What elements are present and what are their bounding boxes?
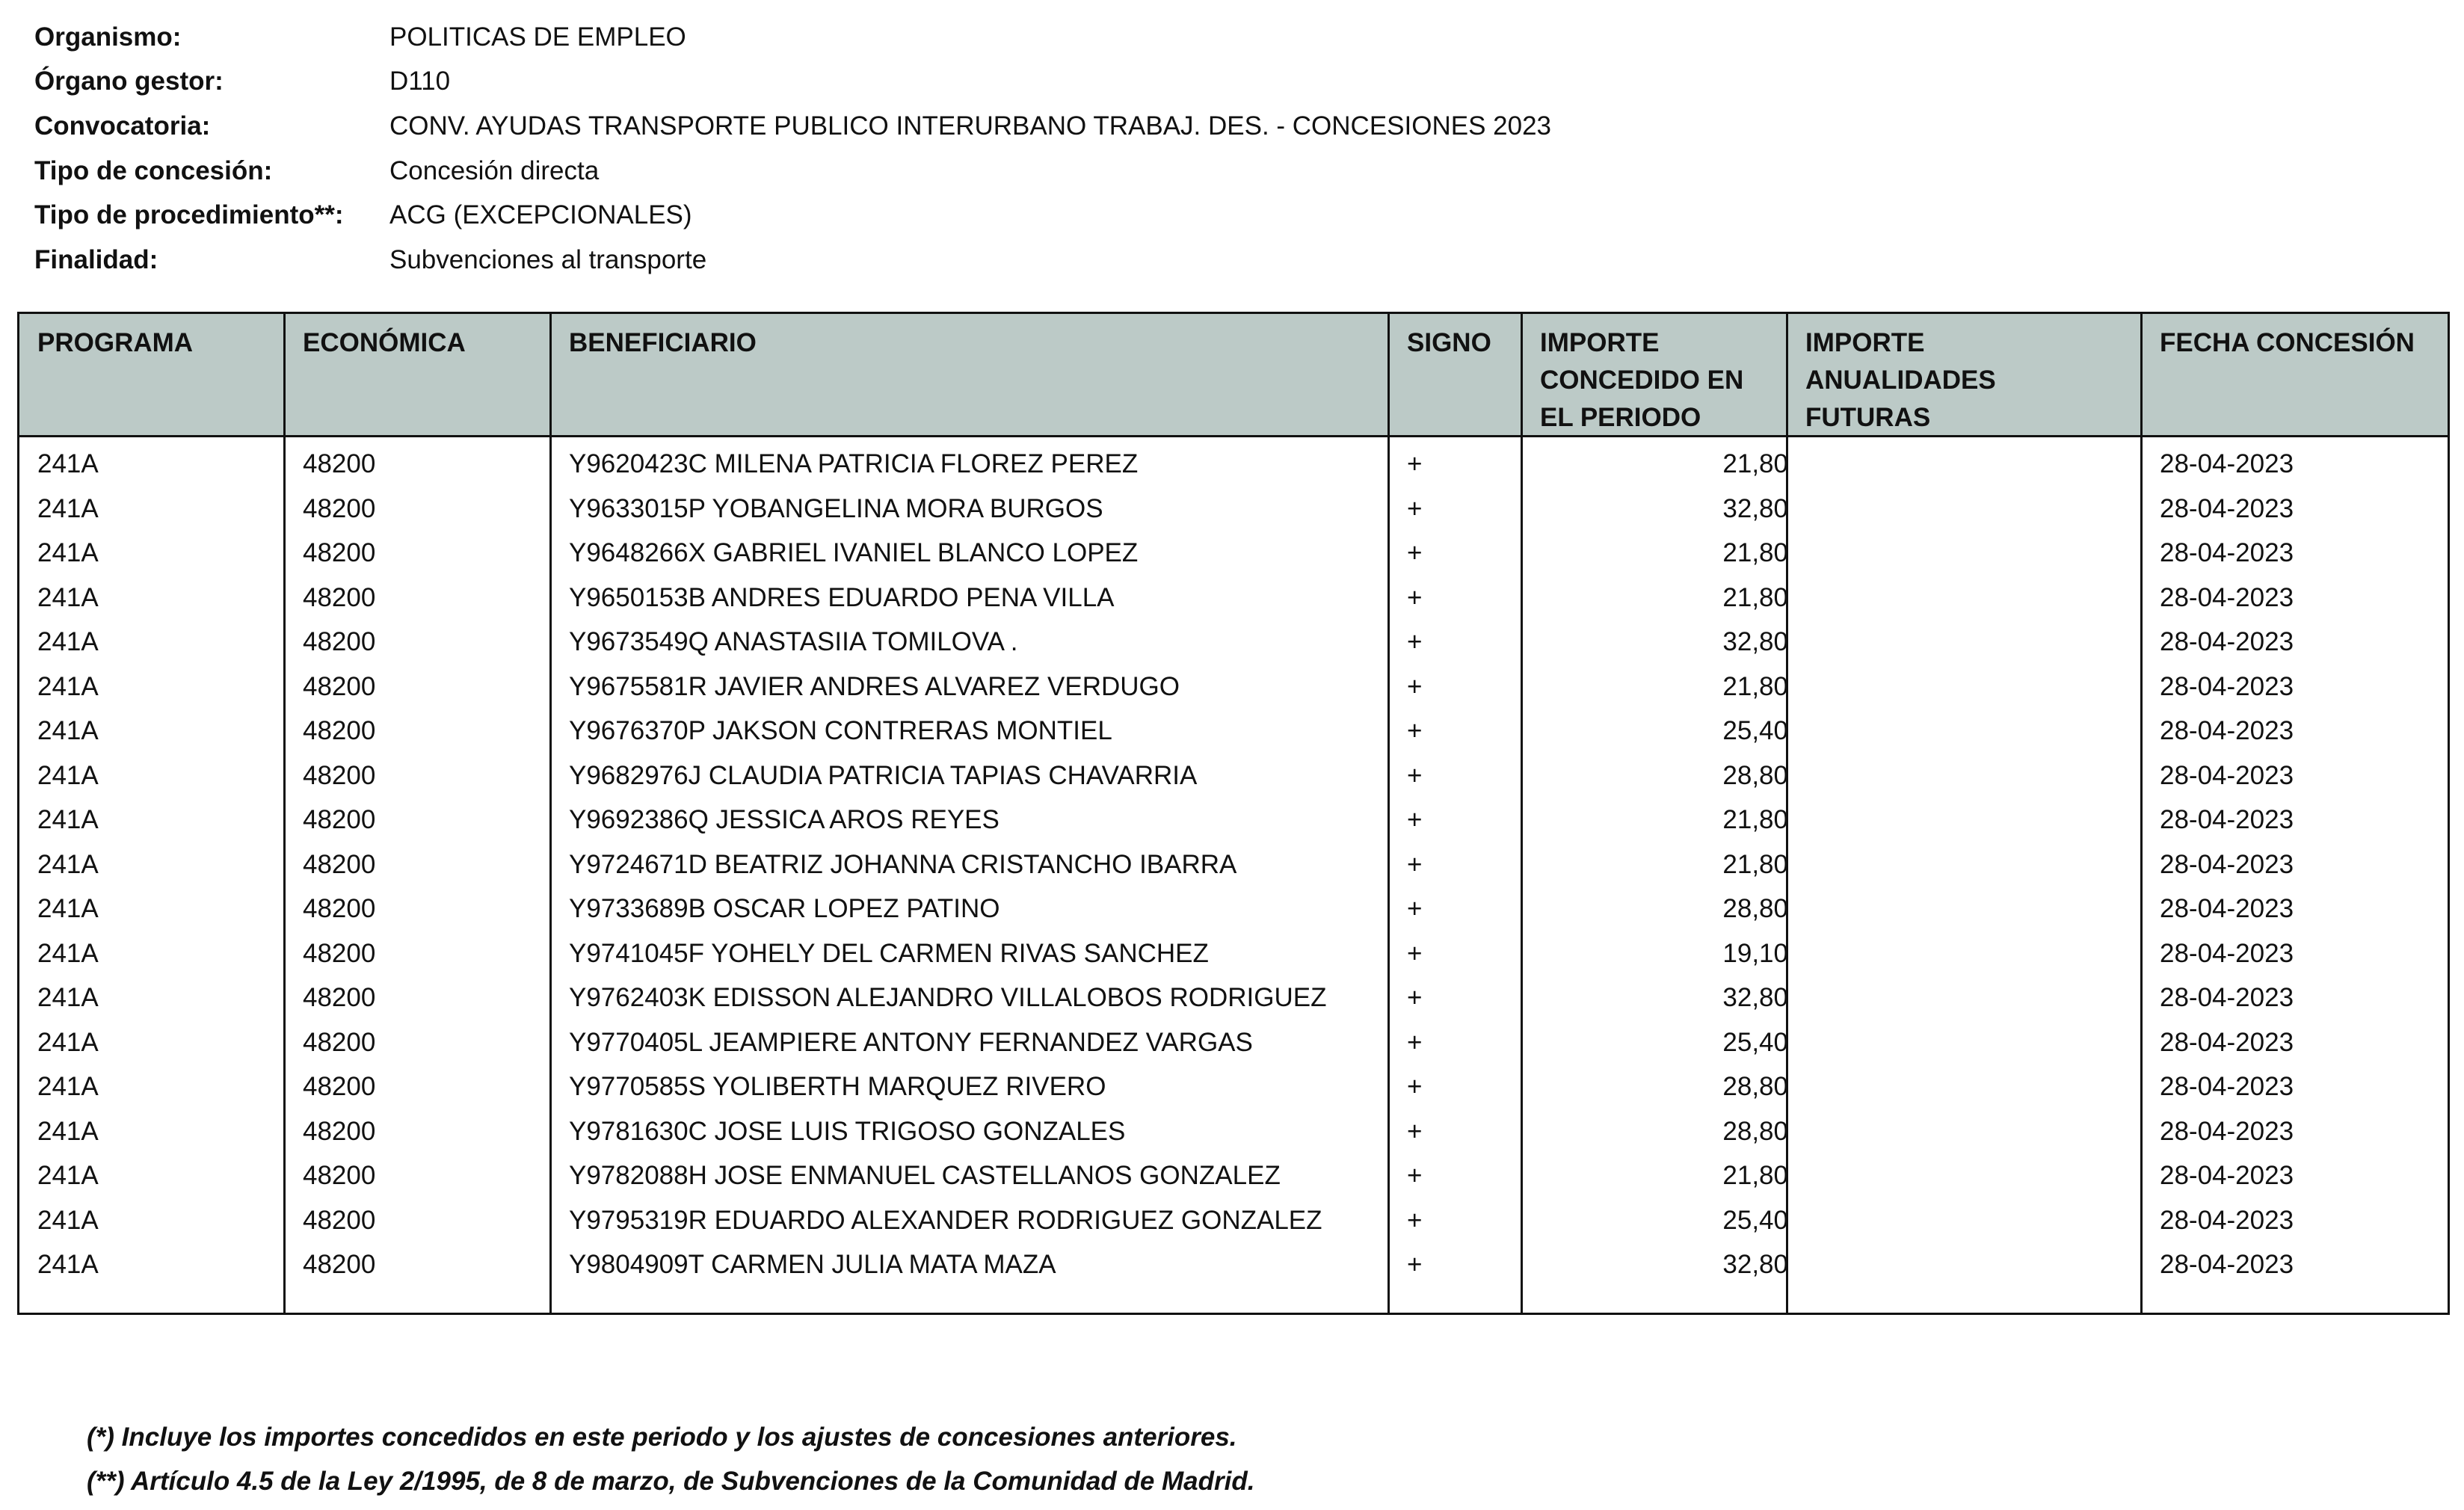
cell-economica: 48200	[303, 493, 376, 523]
header-line: SIGNO	[1407, 328, 1491, 357]
cell-signo: +	[1407, 1250, 1423, 1279]
cell-beneficiario: Y9770585S YOLIBERTH MARQUEZ RIVERO	[569, 1072, 1106, 1101]
cell-beneficiario: Y9724671D BEATRIZ JOHANNA CRISTANCHO IBARRA	[569, 849, 1237, 879]
cell-importe: 21,80	[1722, 449, 1788, 478]
cell-programa: 241A	[37, 1072, 99, 1101]
meta-value: D110	[389, 67, 451, 96]
meta-label: Convocatoria:	[34, 111, 211, 141]
cell-importe: 21,80	[1722, 805, 1788, 834]
cell-signo: +	[1407, 938, 1423, 968]
cell-programa: 241A	[37, 1027, 99, 1057]
table-row	[19, 887, 2448, 931]
meta-row-finalidad	[34, 238, 1551, 283]
cell-programa: 241A	[37, 983, 99, 1012]
meta-value: CONV. AYUDAS TRANSPORTE PUBLICO INTERURBANO TRABAJ. DES. - CONCESIONES 2023	[389, 111, 1552, 141]
cell-anualidades	[1799, 842, 2132, 887]
cell-economica: 48200	[303, 627, 376, 656]
cell-programa: 241A	[37, 1161, 99, 1190]
cell-importe: 28,80	[1722, 894, 1788, 923]
header-line: IMPORTE	[1805, 328, 1925, 357]
cell-fecha: 28-04-2023	[2160, 849, 2294, 879]
table-row	[19, 487, 2448, 531]
cell-programa: 241A	[37, 894, 99, 923]
cell-economica: 48200	[303, 716, 376, 745]
meta-label: Tipo de concesión:	[34, 155, 273, 185]
footnote: (*) Incluye los importes concedidos en este periodo y los ajustes de concesiones anteriores.	[87, 1423, 1237, 1452]
cell-signo: +	[1407, 538, 1423, 567]
cell-anualidades	[1799, 531, 2132, 576]
footnote: (**) Artículo 4.5 de la Ley 2/1995, de 8 de marzo, de Subvenciones de la Comunidad de Madrid.	[87, 1467, 1255, 1496]
cell-anualidades	[1799, 798, 2132, 842]
table-row	[19, 931, 2448, 976]
table-header	[19, 314, 2448, 437]
cell-beneficiario: Y9633015P YOBANGELINA MORA BURGOS	[569, 493, 1103, 523]
cell-signo: +	[1407, 716, 1423, 745]
table-row	[19, 1064, 2448, 1109]
cell-fecha: 28-04-2023	[2160, 1072, 2294, 1101]
meta-value: ACG (EXCEPCIONALES)	[389, 200, 692, 230]
table-row	[19, 1242, 2448, 1287]
cell-economica: 48200	[303, 849, 376, 879]
cell-signo: +	[1407, 1027, 1423, 1057]
cell-signo: +	[1407, 627, 1423, 656]
cell-anualidades	[1799, 1109, 2132, 1154]
header-line: IMPORTE	[1540, 328, 1660, 357]
cell-importe: 25,40	[1722, 1027, 1788, 1057]
cell-fecha: 28-04-2023	[2160, 582, 2294, 612]
table-row	[19, 798, 2448, 842]
cell-anualidades	[1799, 754, 2132, 798]
cell-beneficiario: Y9770405L JEAMPIERE ANTONY FERNANDEZ VARGAS	[569, 1027, 1253, 1057]
cell-signo: +	[1407, 1161, 1423, 1190]
cell-beneficiario: Y9620423C MILENA PATRICIA FLOREZ PEREZ	[569, 449, 1139, 478]
meta-row-organo-gestor	[34, 60, 1551, 105]
cell-programa: 241A	[37, 760, 99, 790]
cell-anualidades	[1799, 487, 2132, 531]
table-row	[19, 1020, 2448, 1065]
cell-signo: +	[1407, 1072, 1423, 1101]
cell-signo: +	[1407, 449, 1423, 478]
cell-fecha: 28-04-2023	[2160, 1250, 2294, 1279]
header-line: BENEFICIARIO	[569, 328, 757, 357]
table-row	[19, 1109, 2448, 1154]
table-row	[19, 976, 2448, 1020]
cell-economica: 48200	[303, 894, 376, 923]
header-line: ECONÓMICA	[303, 328, 466, 357]
cell-importe: 21,80	[1722, 1161, 1788, 1190]
cell-anualidades	[1799, 665, 2132, 709]
cell-anualidades	[1799, 976, 2132, 1020]
meta-row-tipo-concesion	[34, 149, 1551, 194]
cell-beneficiario: Y9673549Q ANASTASIIA TOMILOVA .	[569, 627, 1018, 656]
cell-programa: 241A	[37, 627, 99, 656]
cell-anualidades	[1799, 442, 2132, 487]
table-row	[19, 531, 2448, 576]
cell-economica: 48200	[303, 938, 376, 968]
meta-row-tipo-procedimiento	[34, 193, 1551, 238]
cell-importe: 21,80	[1722, 849, 1788, 879]
meta-value: Concesión directa	[389, 155, 600, 185]
table-row	[19, 842, 2448, 887]
cell-programa: 241A	[37, 493, 99, 523]
cell-programa: 241A	[37, 805, 99, 834]
cell-fecha: 28-04-2023	[2160, 1116, 2294, 1146]
cell-fecha: 28-04-2023	[2160, 938, 2294, 968]
table-row	[19, 1153, 2448, 1198]
cell-economica: 48200	[303, 983, 376, 1012]
cell-programa: 241A	[37, 1250, 99, 1279]
meta-label: Tipo de procedimiento**:	[34, 200, 344, 230]
cell-importe: 21,80	[1722, 582, 1788, 612]
cell-programa: 241A	[37, 449, 99, 478]
cell-beneficiario: Y9781630C JOSE LUIS TRIGOSO GONZALES	[569, 1116, 1126, 1146]
cell-beneficiario: Y9733689B OSCAR LOPEZ PATINO	[569, 894, 1000, 923]
header-signo	[1407, 324, 1491, 362]
cell-programa: 241A	[37, 1205, 99, 1235]
cell-fecha: 28-04-2023	[2160, 538, 2294, 567]
cell-signo: +	[1407, 983, 1423, 1012]
cell-fecha: 28-04-2023	[2160, 1161, 2294, 1190]
cell-fecha: 28-04-2023	[2160, 671, 2294, 701]
cell-anualidades	[1799, 709, 2132, 754]
cell-programa: 241A	[37, 538, 99, 567]
meta-label: Órgano gestor:	[34, 67, 224, 96]
cell-economica: 48200	[303, 1072, 376, 1101]
cell-fecha: 28-04-2023	[2160, 449, 2294, 478]
cell-anualidades	[1799, 887, 2132, 931]
cell-beneficiario: Y9648266X GABRIEL IVANIEL BLANCO LOPEZ	[569, 538, 1139, 567]
cell-fecha: 28-04-2023	[2160, 983, 2294, 1012]
table-row	[19, 754, 2448, 798]
header-line: EL PERIODO	[1540, 403, 1701, 432]
cell-fecha: 28-04-2023	[2160, 493, 2294, 523]
meta-row-convocatoria	[34, 104, 1551, 149]
cell-programa: 241A	[37, 671, 99, 701]
cell-programa: 241A	[37, 582, 99, 612]
cell-importe: 32,80	[1722, 1250, 1788, 1279]
meta-label: Organismo:	[34, 22, 182, 52]
cell-importe: 32,80	[1722, 983, 1788, 1012]
grants-table	[17, 312, 2450, 1315]
cell-beneficiario: Y9650153B ANDRES EDUARDO PENA VILLA	[569, 582, 1115, 612]
header-fecha-concesion	[2160, 324, 2415, 362]
cell-economica: 48200	[303, 582, 376, 612]
header-importe-concedido	[1540, 324, 1743, 437]
table-row	[19, 709, 2448, 754]
cell-importe: 28,80	[1722, 1072, 1788, 1101]
header-importe-anualidades	[1805, 324, 1996, 437]
cell-anualidades	[1799, 1064, 2132, 1109]
cell-economica: 48200	[303, 1250, 376, 1279]
meta-label: Finalidad:	[34, 244, 158, 274]
cell-economica: 48200	[303, 760, 376, 790]
cell-signo: +	[1407, 849, 1423, 879]
cell-economica: 48200	[303, 805, 376, 834]
cell-fecha: 28-04-2023	[2160, 760, 2294, 790]
cell-importe: 28,80	[1722, 1116, 1788, 1146]
cell-signo: +	[1407, 760, 1423, 790]
cell-economica: 48200	[303, 1116, 376, 1146]
cell-importe: 21,80	[1722, 538, 1788, 567]
cell-importe: 21,80	[1722, 671, 1788, 701]
cell-signo: +	[1407, 582, 1423, 612]
cell-beneficiario: Y9675581R JAVIER ANDRES ALVAREZ VERDUGO	[569, 671, 1180, 701]
cell-fecha: 28-04-2023	[2160, 1205, 2294, 1235]
cell-importe: 32,80	[1722, 627, 1788, 656]
cell-anualidades	[1799, 1198, 2132, 1243]
cell-programa: 241A	[37, 849, 99, 879]
table-row	[19, 665, 2448, 709]
cell-signo: +	[1407, 1205, 1423, 1235]
cell-importe: 25,40	[1722, 1205, 1788, 1235]
header-economica	[303, 324, 466, 362]
cell-beneficiario: Y9795319R EDUARDO ALEXANDER RODRIGUEZ GONZALEZ	[569, 1205, 1322, 1235]
footnotes	[87, 1415, 1254, 1503]
table-row	[19, 620, 2448, 665]
cell-anualidades	[1799, 1020, 2132, 1065]
cell-economica: 48200	[303, 449, 376, 478]
cell-fecha: 28-04-2023	[2160, 1027, 2294, 1057]
cell-beneficiario: Y9782088H JOSE ENMANUEL CASTELLANOS GONZALEZ	[569, 1161, 1281, 1190]
meta-value: POLITICAS DE EMPLEO	[389, 22, 686, 52]
cell-importe: 32,80	[1722, 493, 1788, 523]
cell-signo: +	[1407, 805, 1423, 834]
cell-fecha: 28-04-2023	[2160, 627, 2294, 656]
cell-signo: +	[1407, 894, 1423, 923]
meta-row-organismo	[34, 15, 1551, 60]
cell-anualidades	[1799, 620, 2132, 665]
cell-beneficiario: Y9804909T CARMEN JULIA MATA MAZA	[569, 1250, 1056, 1279]
table-row	[19, 576, 2448, 620]
cell-signo: +	[1407, 671, 1423, 701]
cell-signo: +	[1407, 493, 1423, 523]
cell-economica: 48200	[303, 1205, 376, 1235]
cell-anualidades	[1799, 576, 2132, 620]
cell-importe: 19,10	[1722, 938, 1788, 968]
cell-fecha: 28-04-2023	[2160, 894, 2294, 923]
cell-economica: 48200	[303, 1027, 376, 1057]
header-line: FUTURAS	[1805, 403, 1931, 432]
header-programa	[37, 324, 193, 362]
cell-programa: 241A	[37, 716, 99, 745]
document-metadata	[34, 15, 1551, 283]
cell-economica: 48200	[303, 671, 376, 701]
cell-economica: 48200	[303, 1161, 376, 1190]
cell-signo: +	[1407, 1116, 1423, 1146]
cell-programa: 241A	[37, 1116, 99, 1146]
cell-importe: 25,40	[1722, 716, 1788, 745]
cell-fecha: 28-04-2023	[2160, 716, 2294, 745]
header-line: ANUALIDADES	[1805, 366, 1996, 395]
header-line: PROGRAMA	[37, 328, 194, 357]
cell-anualidades	[1799, 931, 2132, 976]
header-line: FECHA CONCESIÓN	[2160, 328, 2415, 357]
cell-beneficiario: Y9682976J CLAUDIA PATRICIA TAPIAS CHAVARRIA	[569, 760, 1198, 790]
cell-economica: 48200	[303, 538, 376, 567]
cell-beneficiario: Y9741045F YOHELY DEL CARMEN RIVAS SANCHEZ	[569, 938, 1209, 968]
cell-beneficiario: Y9676370P JAKSON CONTRERAS MONTIEL	[569, 716, 1112, 745]
cell-anualidades	[1799, 1153, 2132, 1198]
cell-beneficiario: Y9692386Q JESSICA AROS REYES	[569, 805, 1000, 834]
header-beneficiario	[569, 324, 757, 362]
table-row	[19, 442, 2448, 487]
cell-beneficiario: Y9762403K EDISSON ALEJANDRO VILLALOBOS RODRIGUEZ	[569, 983, 1327, 1012]
cell-anualidades	[1799, 1242, 2132, 1287]
table-row	[19, 1198, 2448, 1243]
cell-fecha: 28-04-2023	[2160, 805, 2294, 834]
meta-value: Subvenciones al transporte	[389, 244, 707, 274]
header-line: CONCEDIDO EN	[1540, 366, 1744, 395]
cell-importe: 28,80	[1722, 760, 1788, 790]
cell-programa: 241A	[37, 938, 99, 968]
